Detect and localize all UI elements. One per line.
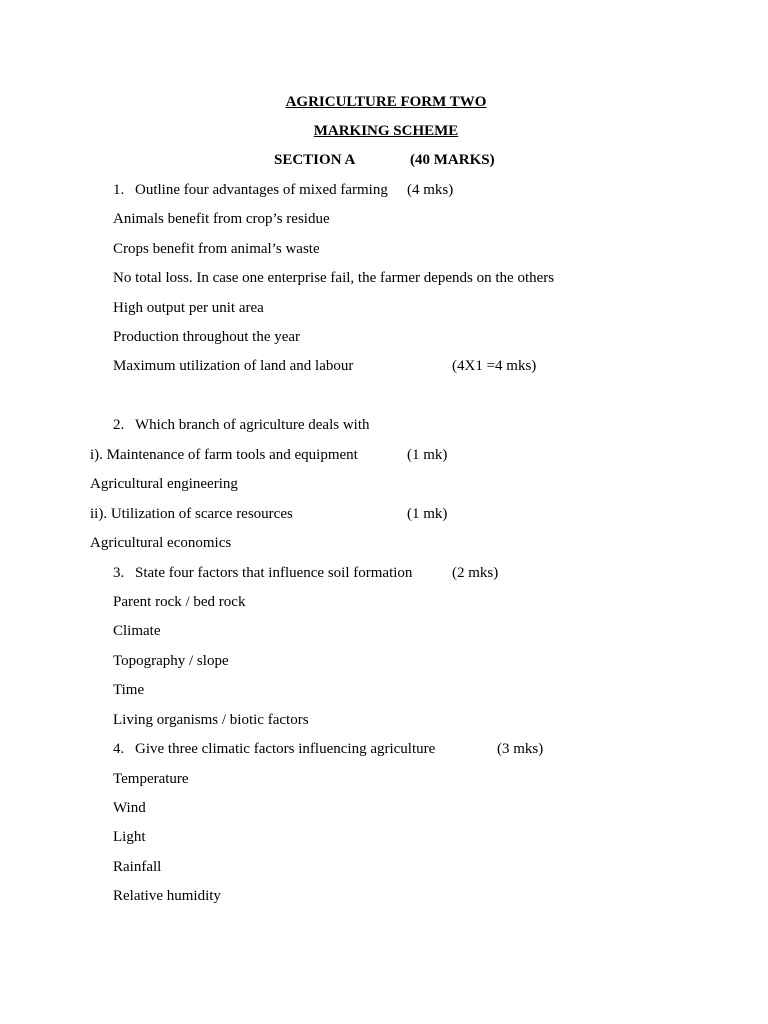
document-title: AGRICULTURE FORM TWO [285,94,487,110]
answer: Climate [113,623,161,639]
question-number: 4. [113,741,125,757]
answer: High output per unit area [113,300,264,316]
answer: Relative humidity [113,888,221,904]
answer: No total loss. In case one enterprise fail, the farmer depends on the others [113,270,555,286]
answer: Agricultural engineering [90,476,238,492]
answer: Light [113,829,146,845]
answer: Crops benefit from animal’s waste [113,241,320,257]
answer: Topography / slope [113,653,229,669]
question-text: Give three climatic factors influencing agriculture [135,741,436,757]
answer: Time [113,682,145,698]
question-number: 3. [113,565,125,581]
answer: Temperature [113,771,189,787]
question-number: 1. [113,182,125,198]
answer: Maximum utilization of land and labour [113,358,354,374]
answer: Production throughout the year [113,329,301,345]
question-marks: (1 mk) [407,506,448,522]
answer: Wind [113,800,146,816]
answer: Rainfall [113,859,162,875]
question-number: 2. [113,417,125,433]
section-marks: (40 MARKS) [410,152,495,168]
answer: Animals benefit from crop’s residue [113,211,330,227]
document-subtitle: MARKING SCHEME [313,123,459,139]
question-text: Outline four advantages of mixed farming [135,182,388,198]
question-marks: (4 mks) [407,182,454,198]
answer: Living organisms / biotic factors [113,712,309,728]
question-marks: (1 mk) [407,447,448,463]
sub-question: i). Maintenance of farm tools and equipment [90,447,358,463]
question-marks: (2 mks) [452,565,499,581]
answer: Parent rock / bed rock [113,594,246,610]
sub-question: ii). Utilization of scarce resources [90,506,293,522]
marks-total: (4X1 =4 mks) [452,358,537,374]
question-text: State four factors that influence soil formation [135,565,413,581]
section-heading: SECTION A [274,152,356,168]
question-marks: (3 mks) [497,741,544,757]
question-text: Which branch of agriculture deals with [135,417,370,433]
answer: Agricultural economics [90,535,232,551]
